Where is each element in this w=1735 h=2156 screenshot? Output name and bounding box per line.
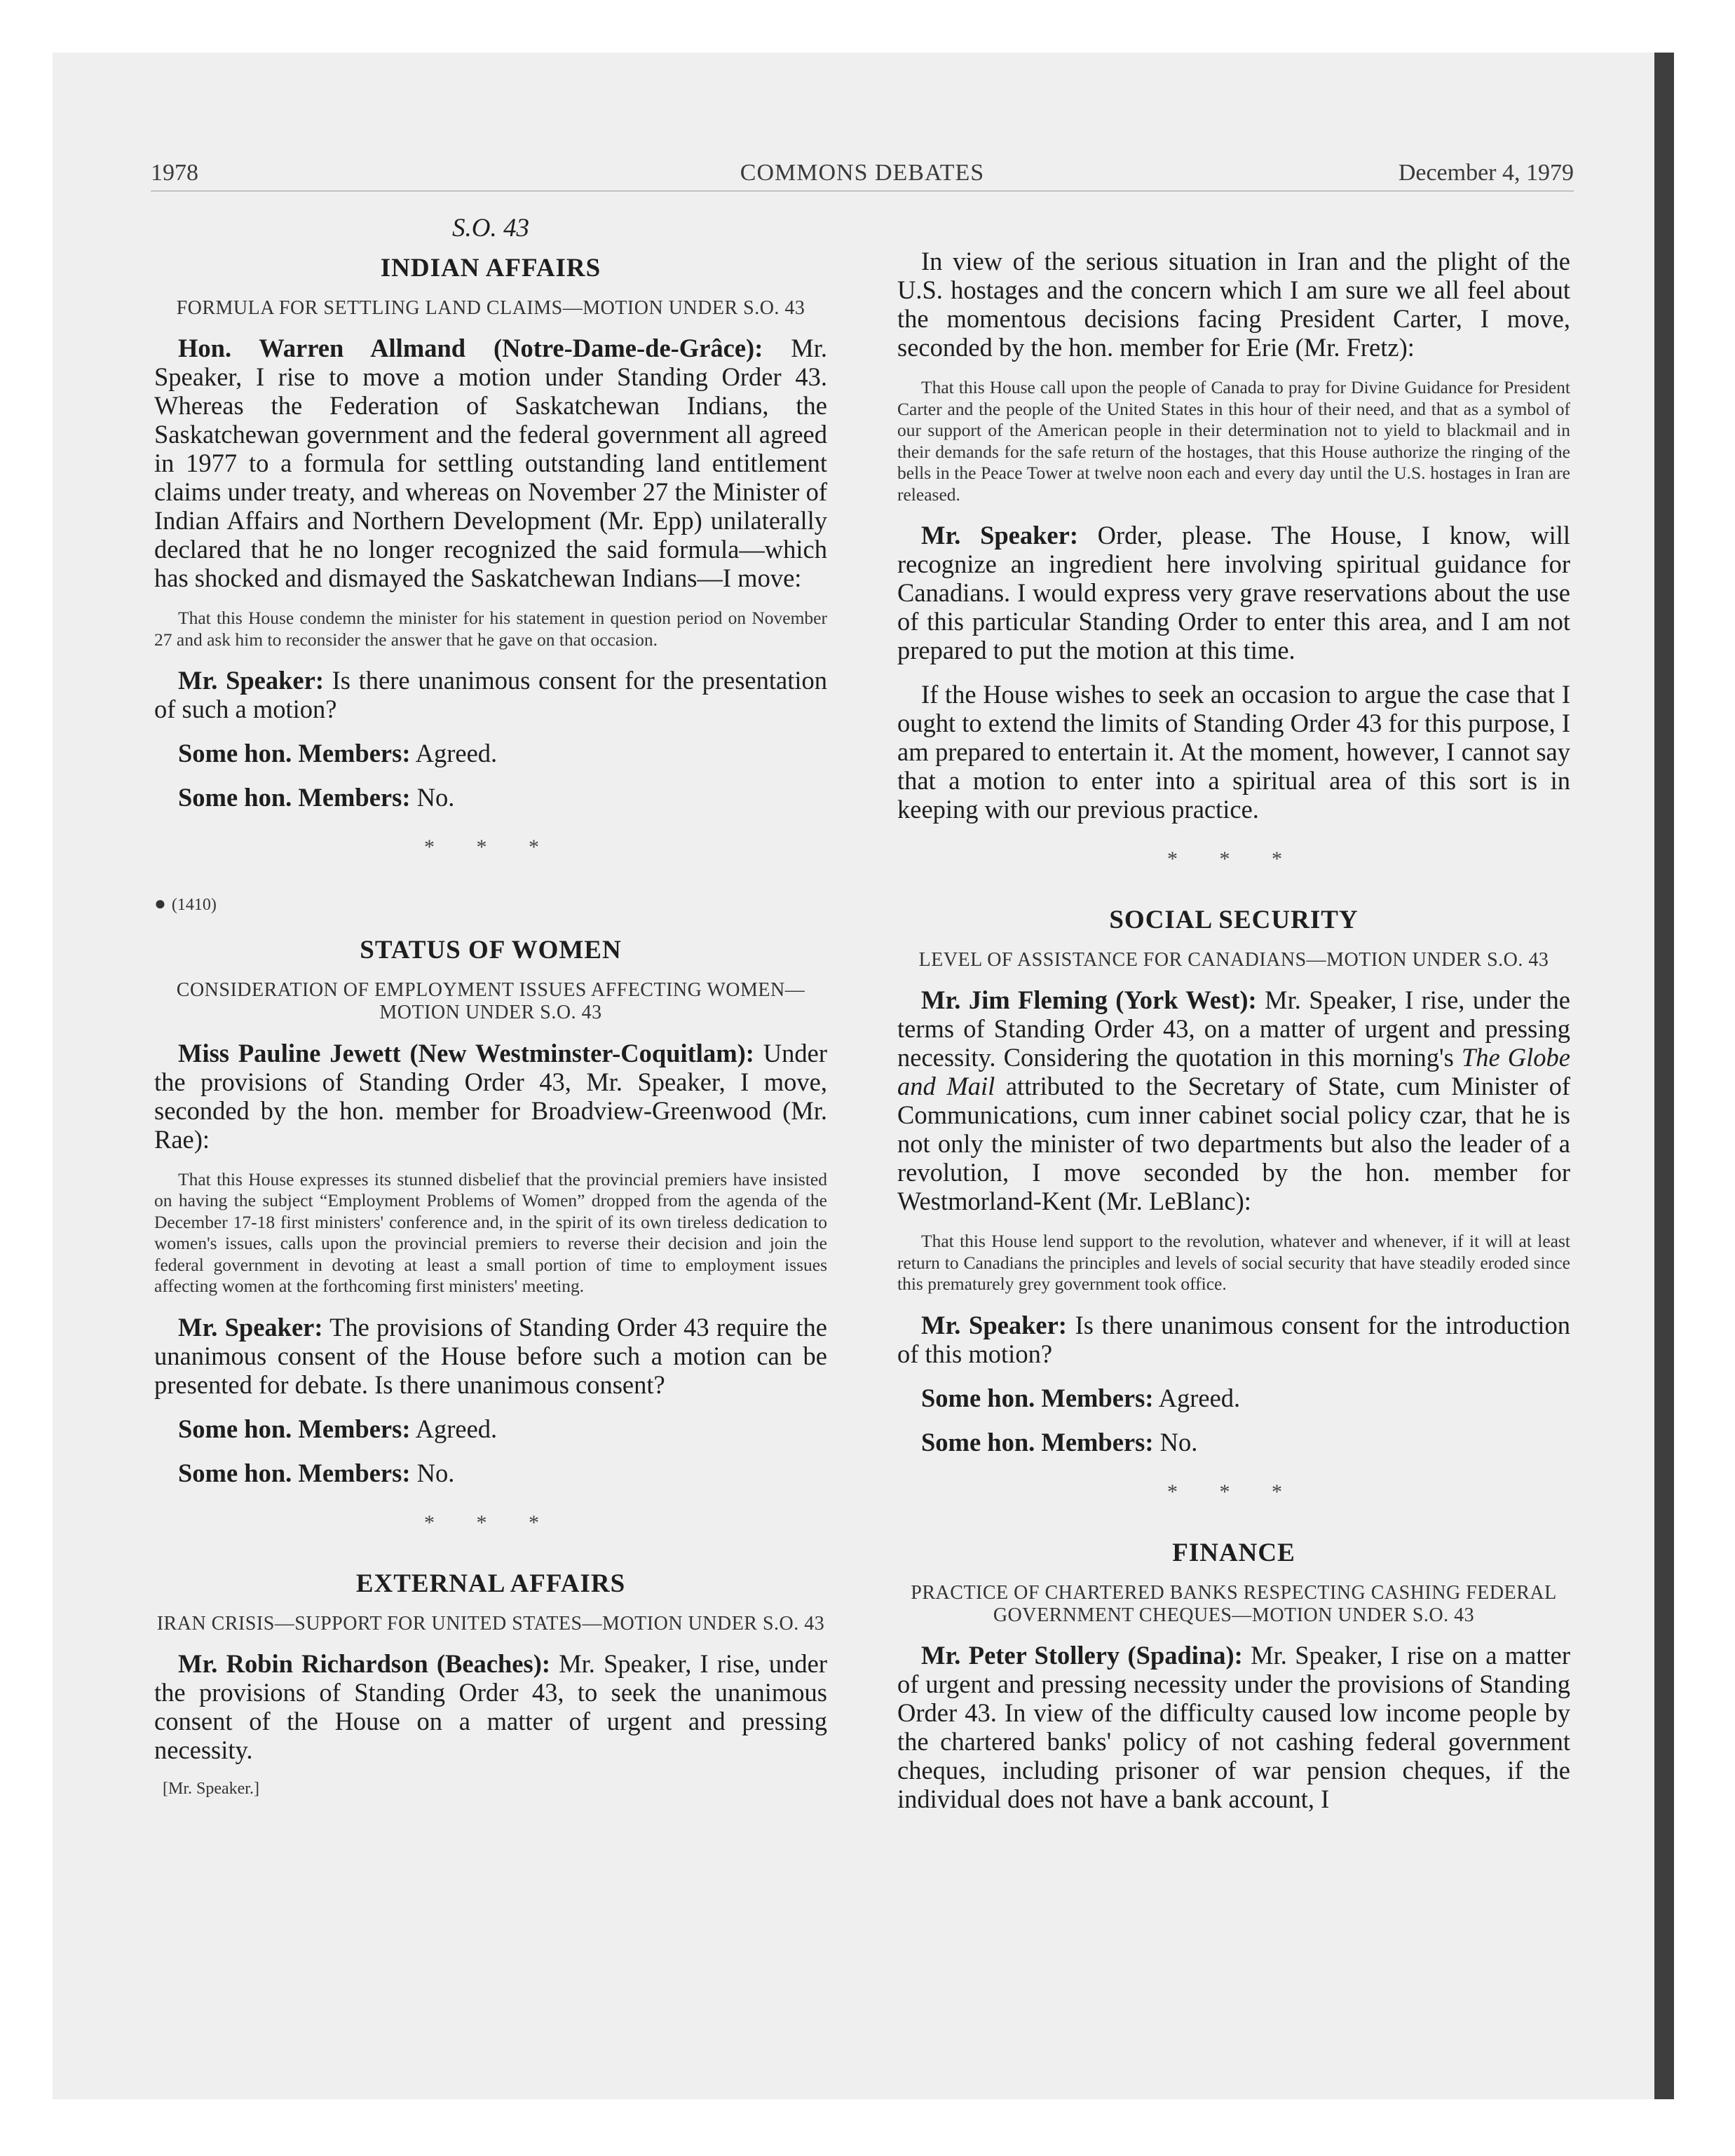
speaker-name: Mr. Speaker: [921, 1310, 1067, 1339]
speech-text: Mr. Speaker, I rise on a matter of urgent and pressing necessity under the provisions of Standing Order 43. In view of the difficulty caused low income people by the chartered banks' policy of not cashing federal government cheques, including prisoner of war pension cheques, if the individual does not have a bank account, I [897, 1641, 1570, 1814]
speaker-name: Hon. Warren Allmand (Notre-Dame-de-Grâce): [178, 334, 763, 363]
speech-text: Under the provisions of Standing Order 43, Mr. Speaker, I move, seconded by the hon. member for Broadview-Greenwood (Mr. Rae): [154, 1038, 828, 1154]
section-external-affairs-continued [897, 247, 1570, 824]
speech-text: No. [1153, 1427, 1198, 1456]
speech-text: Order, please. The House, I know, will recognize an ingredient here involving spiritual guidance for Canadians. I would express very grave reservations about the use of this particular Standing Order to enter this area, and I am not prepared to put the motion at this time. [897, 521, 1570, 664]
section-subhead: PRACTICE OF CHARTERED BANKS RESPECTING CASHING FEDERAL GOVERNMENT CHEQUES—MOTION UNDER S.O. 43 [911, 1581, 1557, 1626]
speaker-name: Mr. Speaker: [178, 666, 324, 695]
section-subhead: CONSIDERATION OF EMPLOYMENT ISSUES AFFECTING WOMEN—MOTION UNDER S.O. 43 [176, 979, 805, 1024]
issue-date: December 4, 1979 [1398, 160, 1574, 186]
paragraph [154, 1039, 827, 1154]
speaker-name: Some hon. Members: [921, 1427, 1154, 1456]
paragraph [154, 666, 827, 723]
speech-text: Agreed. [410, 739, 498, 768]
speaker-name: Mr. Robin Richardson (Beaches): [178, 1649, 551, 1678]
motion-text: That this House call upon the people of Canada to pray for Divine Guidance for President Carter and the people of the United States in this hour of their need, and that as a symbol of our support of the American people in their determination not to yield to blackmail and in their demands for the safe return of the hostages, that this House authorize the ringing of the bells in the Peace Tower at twelve noon each and every day until the U.S. hostages in Iran are released. [897, 377, 1570, 505]
section-indian-affairs [154, 253, 827, 812]
speech-text: No. [410, 783, 455, 812]
section-title: STATUS OF WOMEN [360, 936, 622, 965]
speaker-name: Miss Pauline Jewett (New Westminster-Coquitlam): [178, 1038, 754, 1067]
section-subhead: FORMULA FOR SETTLING LAND CLAIMS—MOTION UNDER S.O. 43 [176, 297, 805, 319]
binding-edge [1654, 53, 1674, 2099]
section-subhead: IRAN CRISIS—SUPPORT FOR UNITED STATES—MOTION UNDER S.O. 43 [156, 1612, 825, 1635]
paragraph [154, 1313, 827, 1399]
section-title: SOCIAL SECURITY [1109, 906, 1359, 934]
speaker-name: Some hon. Members: [178, 783, 411, 812]
paragraph: In view of the serious situation in Iran and the plight of the U.S. hostages and the concern which I am sure we all feel about the momentous decisions facing President Carter, I move, seconded by the hon. member for Erie (Mr. Fretz): [897, 247, 1570, 362]
motion-text: That this House lend support to the revolution, whatever and whenever, if it will at least return to Canadians the principles and levels of social security that have steadily eroded since this prematurely grey government took office. [897, 1231, 1570, 1295]
speaker-name: Mr. Speaker: [921, 521, 1078, 550]
paragraph [154, 783, 827, 812]
speaker-name: Some hon. Members: [178, 1458, 411, 1487]
so-tag: S.O. 43 [452, 214, 529, 243]
left-column [154, 205, 827, 1799]
paragraph [897, 1311, 1570, 1368]
speaker-name: Mr. Jim Fleming (York West): [921, 985, 1257, 1015]
speech-text: Is there unanimous consent for the presentation of such a motion? [154, 666, 827, 724]
speaker-name: Some hon. Members: [178, 1414, 411, 1443]
speech-text: No. [410, 1458, 455, 1487]
speech-text: The provisions of Standing Order 43 require the unanimous consent of the House before such a motion can be presented for debate. Is there unanimous consent? [154, 1312, 827, 1399]
publication-title: COMMONS DEBATES [740, 160, 985, 186]
speaker-continuation-note: [Mr. Speaker.] [163, 1779, 259, 1798]
section-title: EXTERNAL AFFAIRS [355, 1569, 626, 1598]
paragraph [897, 1641, 1570, 1813]
speech-text: Mr. Speaker, I rise, under the provisions of Standing Order 43, to seek the unanimous consent of the House on a matter of urgent and pressing necessity. [154, 1649, 827, 1764]
motion-text: That this House expresses its stunned disbelief that the provincial premiers have insisted on having the subject “Employment Problems of Women” dropped from the agenda of the December 17-18 first ministers' conference and, in the spirit of its own tireless dedication to women's issues, calls upon the provincial premiers to reverse their decision and join the federal government in devoting at least a small portion of time to employment issues affecting women at the forthcoming first ministers' meeting. [154, 1168, 827, 1297]
section-separator: * * * [424, 1510, 557, 1534]
paragraph [154, 1649, 827, 1764]
speech-text: attributed to the Secretary of State, cum Minister of Communications, cum inner cabinet social policy czar, that he is not only the minister of two departments but also the leader of a revolution, I move seconded by the hon. member for Westmorland-Kent (Mr. LeBlanc): [897, 1072, 1570, 1216]
speaker-name: Mr. Speaker: [178, 1312, 323, 1342]
paragraph [897, 985, 1570, 1215]
paragraph [897, 521, 1570, 664]
paragraph: If the House wishes to seek an occasion to argue the case that I ought to extend the limits of Standing Order 43 for this purpose, I am prepared to entertain it. At the moment, however, I cannot say that a motion to enter into a spiritual area of this sort is in keeping with our previous practice. [897, 680, 1571, 824]
time-marker [154, 893, 827, 915]
speech-text: Mr. Speaker, I rise to move a motion under Standing Order 43. Whereas the Federation of Saskatchewan Indians, the Saskatchewan government and the federal government all agreed in 1977 to a formula for settling outstanding land entitlement claims under treaty, and whereas on November 27 the Minister of Indian Affairs and Northern Development (Mr. Epp) unilaterally declared that he no longer recognized the said formula—which has shocked and dismayed the Saskatchewan Indians—I move: [154, 334, 827, 593]
speech-text: Mr. Speaker, I rise, under the terms of Standing Order 43, on a matter of urgent and pressing necessity. Considering the quotation in this morning's [897, 985, 1570, 1072]
section-title: FINANCE [1172, 1538, 1295, 1567]
section-finance [897, 1538, 1570, 1813]
section-status-of-women [154, 935, 827, 1487]
section-social-security [897, 905, 1570, 1456]
page-number: 1978 [151, 160, 198, 186]
speech-text: Is there unanimous consent for the introduction of this motion? [897, 1310, 1570, 1368]
right-column [897, 205, 1570, 1829]
section-subhead: LEVEL OF ASSISTANCE FOR CANADIANS—MOTION UNDER S.O. 43 [918, 949, 1549, 971]
paragraph [154, 739, 827, 767]
section-title: INDIAN AFFAIRS [380, 254, 601, 282]
speaker-name: Some hon. Members: [178, 739, 411, 768]
newspaper-title: The Globe and Mail [897, 1043, 1570, 1101]
motion-text: That this House condemn the minister for his statement in question period on November 27 and ask him to reconsider the answer that he gave on that occasion. [154, 608, 827, 650]
paragraph [154, 1459, 827, 1487]
speaker-name: Mr. Peter Stollery (Spadina): [921, 1641, 1243, 1670]
paragraph [897, 1428, 1570, 1456]
paragraph [154, 334, 827, 592]
section-separator: * * * [1167, 1480, 1300, 1503]
section-separator: * * * [1167, 847, 1300, 871]
speech-text: Agreed. [410, 1414, 498, 1443]
speaker-name: Some hon. Members: [921, 1383, 1154, 1412]
time-marker-text: (1410) [171, 896, 217, 915]
running-head [151, 160, 1574, 191]
section-external-affairs [154, 1569, 827, 1764]
section-separator: * * * [424, 835, 557, 859]
speech-text: Agreed. [1153, 1383, 1241, 1412]
paragraph [897, 1384, 1570, 1412]
bullet-icon: ● [154, 893, 166, 915]
paragraph [154, 1414, 827, 1443]
